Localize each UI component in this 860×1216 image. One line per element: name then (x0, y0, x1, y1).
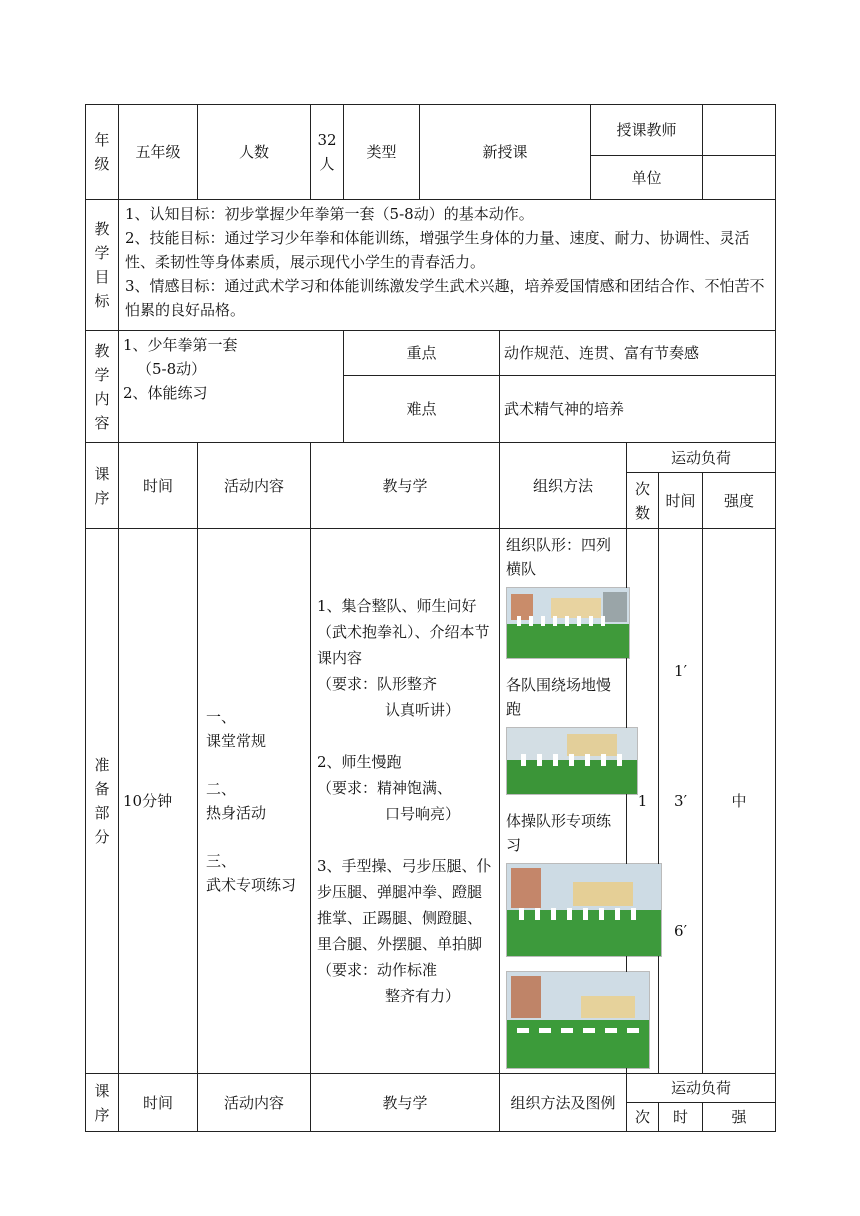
teacher-label: 授课教师 (591, 105, 703, 156)
goal-emotion: 3、情感目标：通过武术学习和体能训练激发学生武术兴趣，培养爱国情感和团结合作、不怕苦不怕累的良好品格。 (125, 277, 765, 319)
col-intensity-2: 强 (703, 1103, 776, 1132)
col-times: 次数 (627, 473, 659, 529)
col-activity-2: 活动内容 (198, 1074, 311, 1132)
type-label: 类型 (344, 105, 420, 200)
exercise-photo-2 (506, 971, 650, 1069)
duration-3: 6′ (674, 922, 687, 940)
exercise-photo-1 (506, 863, 662, 957)
duration-2: 3′ (674, 792, 687, 810)
method-2: 各队围绕场地慢跑 (506, 676, 612, 718)
teach-2-req-1: （要求：精神饱满、 (317, 779, 453, 797)
teach-3-req-1: （要求：动作标准 (317, 961, 438, 979)
method-1: 组织队形：四列横队 (506, 536, 612, 578)
content-label: 教学内容 (86, 331, 119, 443)
content-cell (119, 331, 344, 443)
goals-label: 教学目标 (86, 200, 119, 331)
teach-1-req-2: 认真听讲） (385, 701, 461, 719)
content-line-1: 1、少年拳第一套 (123, 336, 238, 354)
col-order: 课序 (86, 443, 119, 529)
col-time: 时间 (119, 443, 198, 529)
activity-2: 热身活动 (206, 804, 267, 822)
col-duration-2: 时 (659, 1103, 703, 1132)
teach-3-req-2: 整齐有力） (385, 987, 461, 1005)
col-order-2: 课序 (86, 1074, 119, 1132)
goal-cognitive: 1、认知目标：初步掌握少年拳第一套（5-8动）的基本动作。 (125, 205, 534, 223)
teach-2-req-2: 口号响亮） (385, 805, 461, 823)
col-load-2: 运动负荷 (627, 1074, 776, 1103)
activity-3-num: 三、 (206, 852, 237, 870)
col-teach-2: 教与学 (311, 1074, 500, 1132)
lesson-plan-table (85, 104, 776, 1132)
col-activity: 活动内容 (198, 443, 311, 529)
running-photo (506, 727, 638, 795)
difficulty-value: 武术精气神的培养 (500, 376, 776, 443)
key-point-label: 重点 (344, 331, 500, 376)
type-value: 新授课 (420, 105, 591, 200)
count-label: 人数 (198, 105, 311, 200)
col-load: 运动负荷 (627, 443, 776, 473)
col-intensity: 强度 (703, 473, 776, 529)
activity-2-num: 二、 (206, 780, 237, 798)
goals-cell (119, 200, 776, 331)
formation-photo-1 (506, 587, 630, 659)
prep-times: 1 (627, 529, 659, 1074)
activity-1-num: 一、 (206, 708, 237, 726)
difficulty-label: 难点 (344, 376, 500, 443)
goal-skill: 2、技能目标：通过学习少年拳和体能训练，增强学生身体的力量、速度、耐力、协调性、灵活性、柔韧性等身体素质，展示现代小学生的青春活力。 (125, 229, 750, 271)
activity-1: 课堂常规 (206, 732, 267, 750)
col-teach: 教与学 (311, 443, 500, 529)
unit-value (703, 156, 776, 200)
col-times-2: 次 (627, 1103, 659, 1132)
col-time-2: 时间 (119, 1074, 198, 1132)
teach-1-req-1: （要求：队形整齐 (317, 675, 438, 693)
teach-2: 2、师生慢跑 (317, 753, 402, 771)
prep-activities (198, 529, 311, 1074)
teach-3: 3、手型操、弓步压腿、仆步压腿、弹腿冲拳、蹬腿推掌、正踢腿、侧蹬腿、里合腿、外摆腿、单拍脚 (317, 857, 492, 953)
teacher-value (703, 105, 776, 156)
teach-1: 1、集合整队、师生问好（武术抱拳礼）、介绍本节课内容 (317, 597, 490, 667)
prep-intensity: 中 (703, 529, 776, 1074)
duration-1: 1′ (674, 662, 687, 680)
unit-label: 单位 (591, 156, 703, 200)
prep-time: 10分钟 (119, 529, 198, 1074)
key-point-value: 动作规范、连贯、富有节奏感 (500, 331, 776, 376)
activity-3: 武术专项练习 (206, 876, 297, 894)
grade-label: 年级 (86, 105, 119, 200)
content-line-3: 2、体能练习 (123, 384, 208, 402)
col-method: 组织方法 (500, 443, 627, 529)
prep-teach (311, 529, 500, 1074)
method-3: 体操队形专项练习 (506, 812, 612, 854)
content-line-2: （5-8动） (137, 360, 207, 378)
prep-method (500, 529, 627, 1074)
col-method-2: 组织方法及图例 (500, 1074, 627, 1132)
col-duration: 时间 (659, 473, 703, 529)
prep-label: 准备部分 (86, 529, 119, 1074)
prep-durations (659, 529, 703, 1074)
grade-value: 五年级 (119, 105, 198, 200)
count-value: 32人 (311, 105, 344, 200)
